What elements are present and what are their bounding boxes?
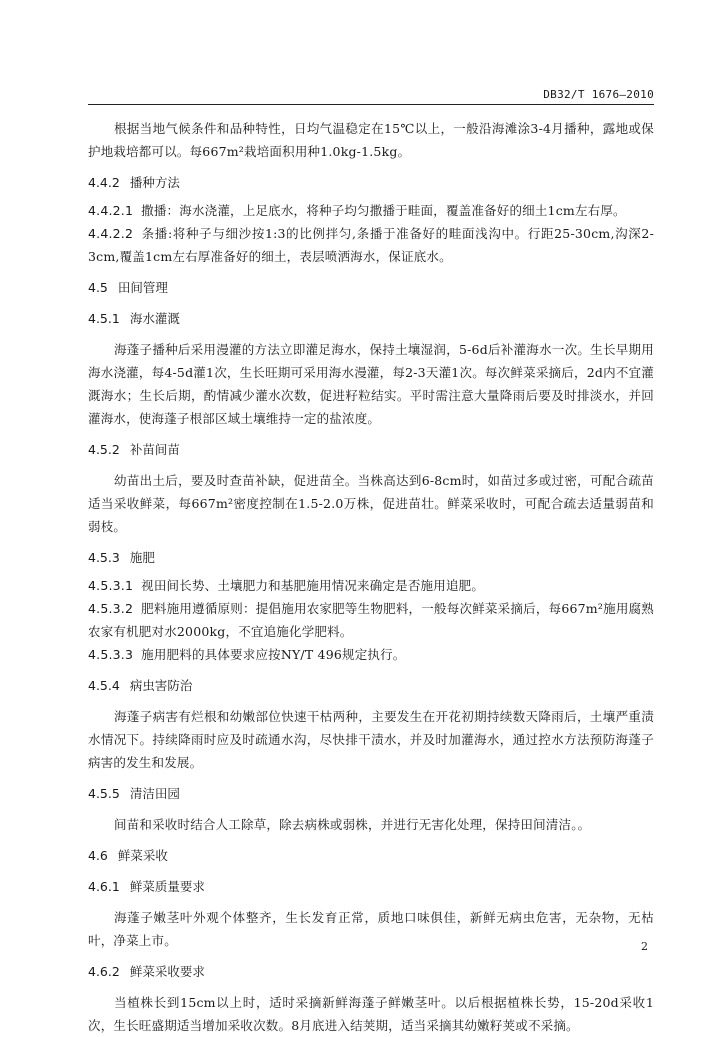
section-title: 播种方法 — [129, 175, 180, 190]
section-4-6-2-heading — [88, 960, 654, 983]
item-number: 4.5.3.2 — [88, 601, 134, 616]
section-number: 4.6.1 — [88, 879, 120, 894]
section-number: 4.6 — [88, 848, 108, 863]
section-4-5-2-body: 幼苗出土后，要及时查苗补缺，促进苗全。当株高达到6-8cm时，如苗过多或过密，可配合疏苗适当采收鲜菜，每667m²密度控制在1.5-2.0万株，促进苗壮。鲜菜采收时，可配合疏去适量弱苗和弱枝。 — [88, 473, 654, 534]
section-title: 鲜菜质量要求 — [129, 879, 205, 894]
item-4-4-2-2 — [88, 222, 654, 268]
section-number: 4.5 — [88, 280, 108, 295]
standard-code: DB32/T 1676—2010 — [543, 88, 654, 101]
document-body — [88, 117, 654, 1037]
item-number: 4.5.3.3 — [88, 647, 134, 662]
section-number: 4.4.2 — [88, 175, 120, 190]
section-number: 4.5.4 — [88, 678, 120, 693]
item-4-5-3-2 — [88, 597, 654, 643]
item-text: 肥料施用遵循原则：提倡施用农家肥等生物肥料，一般每次鲜菜采摘后，每667m²施用腐熟农家有机肥对水2000kg，不宜追施化学肥料。 — [88, 601, 654, 639]
section-4-5-5-body: 间苗和采收时结合人工除草，除去病株或弱株，并进行无害化处理，保持田间清洁。。 — [114, 817, 591, 832]
section-4-6-1-heading — [88, 875, 654, 898]
section-4-5-heading — [88, 276, 654, 299]
section-4-4-2-heading — [88, 171, 654, 194]
section-number: 4.5.5 — [88, 786, 120, 801]
section-4-5-5-heading — [88, 782, 654, 805]
item-text: 条播:将种子与细沙按1:3的比例拌匀,条播于准备好的畦面浅沟中。行距25-30cm,沟深2-3cm,覆盖1cm左右厚准备好的细土，表层喷洒海水，保证底水。 — [88, 226, 654, 264]
item-4-5-3-1 — [88, 574, 654, 597]
section-4-6-1-body: 海蓬子嫩茎叶外观个体整齐，生长发育正常，质地口味俱佳，新鲜无病虫危害，无杂物，无枯叶，净菜上市。 — [88, 910, 654, 948]
section-4-5-4-heading — [88, 674, 654, 697]
section-title: 田间管理 — [117, 280, 168, 295]
item-text: 视田间长势、土壤肥力和基肥施用情况来确定是否施用追肥。 — [141, 578, 485, 593]
section-title: 鲜菜采收要求 — [129, 964, 205, 979]
page-number: 2 — [641, 940, 648, 953]
section-title: 病虫害防治 — [129, 678, 193, 693]
item-number: 4.4.2.1 — [88, 203, 134, 218]
section-4-5-1-heading — [88, 307, 654, 330]
section-number: 4.5.3 — [88, 550, 120, 565]
section-title: 海水灌溉 — [129, 311, 180, 326]
section-number: 4.5.2 — [88, 442, 120, 457]
section-title: 鲜菜采收 — [117, 848, 168, 863]
header-rule — [88, 104, 654, 105]
section-4-5-2-heading — [88, 438, 654, 461]
item-4-5-3-3 — [88, 643, 654, 666]
section-4-5-1-body: 海蓬子播种后采用漫灌的方法立即灌足海水，保持土壤湿润，5-6d后补灌海水一次。生长早期用海水浇灌，每4-5d灌1次，生长旺期可采用海水漫灌，每2-3天灌1次。每次鲜菜采摘后，2d内不宜灌溉海水；生长后期，酌情减少灌水次数，促进籽粒结实。平时需注意大量降雨后要及时排淡水，并回灌海水，使海蓬子根部区域土壤维持一定的盐浓度。 — [88, 342, 654, 426]
item-number: 4.4.2.2 — [88, 226, 134, 241]
item-number: 4.5.3.1 — [88, 578, 134, 593]
item-text: 施用肥料的具体要求应按NY/T 496规定执行。 — [141, 647, 406, 662]
section-4-6-heading — [88, 844, 654, 867]
section-title: 清洁田园 — [129, 786, 180, 801]
section-4-5-3-heading — [88, 546, 654, 569]
intro-paragraph: 根据当地气候条件和品种特性，日均气温稳定在15℃以上，一般沿海滩涂3-4月播种，露地或保护地栽培都可以。每667m²栽培面积用种1.0kg-1.5kg。 — [88, 121, 654, 159]
section-number: 4.6.2 — [88, 964, 120, 979]
section-title: 施肥 — [129, 550, 155, 565]
item-4-4-2-1 — [88, 199, 654, 222]
section-number: 4.5.1 — [88, 311, 120, 326]
item-text: 撒播：海水浇灌，上足底水，将种子均匀撒播于畦面，覆盖准备好的细土1cm左右厚。 — [141, 203, 626, 218]
section-title: 补苗间苗 — [129, 442, 180, 457]
section-4-5-4-body: 海蓬子病害有烂根和幼嫩部位快速干枯两种，主要发生在开花初期持续数天降雨后，土壤严重渍水情况下。持续降雨时应及时疏通水沟，尽快排干渍水，并及时加灌海水，通过控水方法预防海蓬子病害的发生和发展。 — [88, 709, 654, 770]
section-4-6-2-body: 当植株长到15cm以上时，适时采摘新鲜海蓬子鲜嫩茎叶。以后根据植株长势，15-20d采收1次，生长旺盛期适当增加采收次数。8月底进入结荚期，适当采摘其幼嫩籽荚或不采摘。 — [88, 995, 654, 1033]
